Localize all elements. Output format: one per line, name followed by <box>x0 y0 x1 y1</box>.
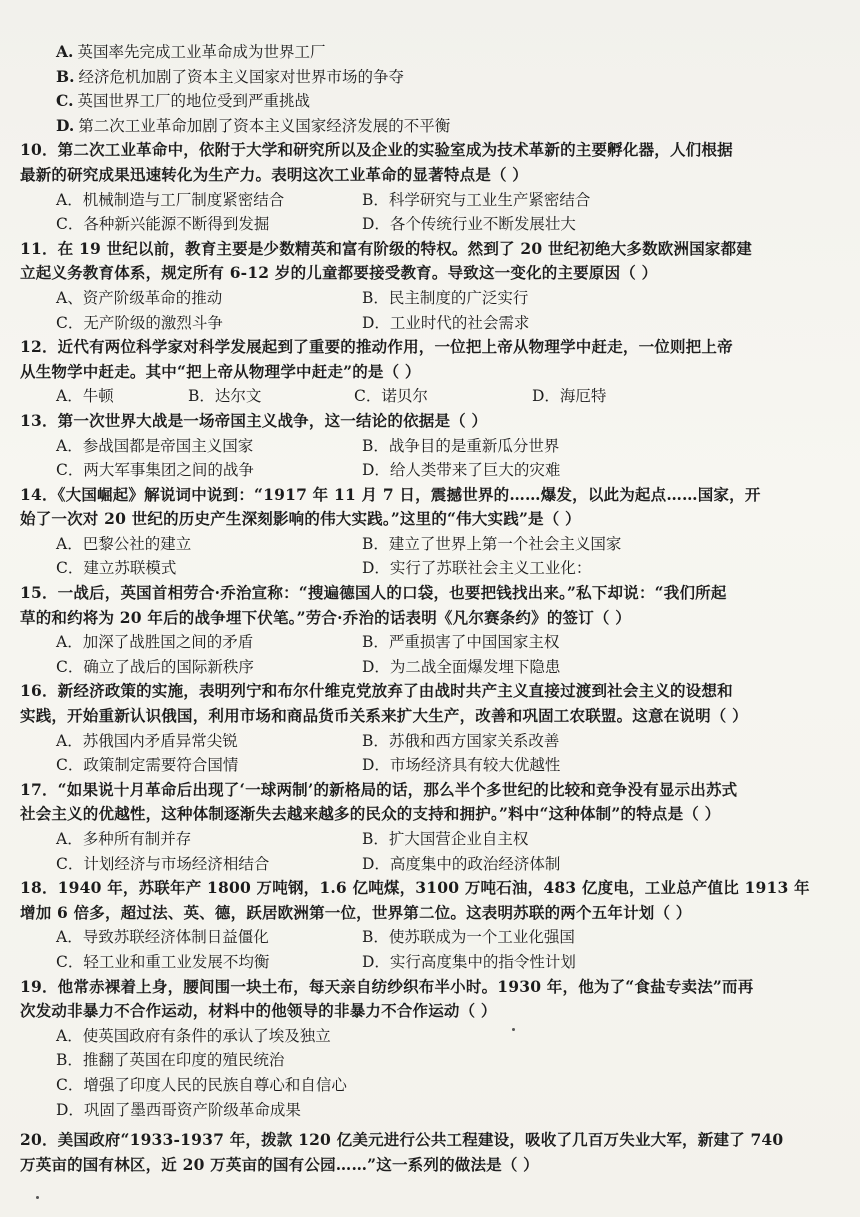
question-stem: 始了一次对 20 世纪的历史产生深刻影响的伟大实践。”这里的“伟大实践”是（ ） <box>20 509 581 529</box>
option-a: A．使英国政府有条件的承认了埃及独立 <box>56 1026 331 1045</box>
question-stem: 19．他常赤裸着上身，腰间围一块土布，每天亲自纺纱织布半小时。1930 年，他为了“食盐专卖法”而再 <box>20 976 754 996</box>
question-stem: 12．近代有两位科学家对科学发展起到了重要的推动作用，一位把上帝从物理学中赶走，一位则把上帝 <box>20 337 733 357</box>
option-a: A. 英国率先完成工业革命成为世界工厂 <box>56 42 326 61</box>
option-d: D．为二战全面爆发埋下隐患 <box>362 657 561 676</box>
option-b: B．战争目的是重新瓜分世界 <box>362 436 560 455</box>
question-stem: 实践，开始重新认识俄国，利用市场和商品货币关系来扩大生产，改善和巩固工农联盟。这意在说明（ ） <box>20 706 748 726</box>
question-stem: 次发动非暴力不合作运动，材料中的他领导的非暴力不合作运动（ ） <box>20 1001 497 1021</box>
option-c: C．确立了战后的国际新秩序 <box>56 657 254 676</box>
question-stem: 最新的研究成果迅速转化为生产力。表明这次工业革命的显著特点是（ ） <box>20 164 528 184</box>
question-stem: 社会主义的优越性，这种体制逐渐失去越来越多的民众的支持和拥护。”料中“这种体制”的特点是（ ） <box>20 804 721 824</box>
option-a: A．机械制造与工厂制度紧密结合 <box>56 190 285 209</box>
question-stem: 18．1940 年，苏联年产 1800 万吨钢，1.6 亿吨煤，3100 万吨石油，483 亿度电，工业总产值比 1913 年 <box>20 878 810 898</box>
option-d: D．各个传统行业不断发展壮大 <box>362 215 576 234</box>
question-12 <box>20 335 850 409</box>
question-stem: 20．美国政府“1933-1937 年，拨款 120 亿美元进行公共工程建设，吸收了几百万失业大军，新建了 740 <box>20 1130 784 1150</box>
option-c: C．诺贝尔 <box>354 387 428 406</box>
question-19 <box>20 975 850 1123</box>
option-d: D. 第二次工业革命加剧了资本主义国家经济发展的不平衡 <box>56 115 451 135</box>
option-c: C．轻工业和重工业发展不均衡 <box>56 952 270 971</box>
option-a: A．多种所有制并存 <box>56 830 192 848</box>
question-20 <box>20 1128 850 1177</box>
question-9-options <box>20 40 850 138</box>
option-c: C．两大军事集团之间的战争 <box>56 461 254 480</box>
question-stem: 17．“如果说十月革命后出现了‘一球两制’的新格局的话，那么半个多世纪的比较和竞争没有显示出苏式 <box>20 779 738 799</box>
option-c: C．各种新兴能源不断得到发掘 <box>56 215 270 234</box>
option-d: D．海厄特 <box>532 387 607 406</box>
question-stem: 立起义务教育体系，规定所有 6-12 岁的儿童都要接受教育。导致这一变化的主要原因（ ） <box>20 263 658 283</box>
question-stem: 14．《大国崛起》解说词中说到：“1917 年 11 月 7 日，震撼世界的……爆发，以此为起点……国家，开 <box>20 484 761 504</box>
question-stem: 15．一战后，英国首相劳合·乔治宣称：“搜遍德国人的口袋，也要把钱找出来。”私下却说：“我们所起 <box>20 583 727 603</box>
question-list <box>20 40 850 1177</box>
option-b: B．达尔文 <box>188 387 262 406</box>
option-c: C．政策制定需要符合国情 <box>56 756 239 775</box>
option-c: C．建立苏联模式 <box>56 559 177 578</box>
question-stem: 10．第二次工业革命中，依附于大学和研究所以及企业的实验室成为技术革新的主要孵化器，人们根据 <box>20 140 733 160</box>
question-stem: 11．在 19 世纪以前，教育主要是少数精英和富有阶级的特权。然到了 20 世纪初绝大多数欧洲国家都建 <box>20 238 752 258</box>
option-c: C．计划经济与市场经济相结合 <box>56 854 270 873</box>
option-b: B. 经济危机加剧了资本主义国家对世界市场的争夺 <box>56 66 405 86</box>
option-a: A．参战国都是帝国主义国家 <box>56 436 254 455</box>
option-c: C．无产阶级的激烈斗争 <box>56 313 223 332</box>
question-stem: 从生物学中赶走。其中“把上帝从物理学中赶走”的是（ ） <box>20 361 421 381</box>
option-d: D．高度集中的政治经济体制 <box>362 854 561 873</box>
option-a: A．牛顿 <box>56 387 114 406</box>
option-c: C．增强了印度人民的民族自尊心和自信心 <box>56 1075 347 1094</box>
option-b: B．民主制度的广泛实行 <box>362 288 529 307</box>
question-11 <box>20 237 850 335</box>
question-18 <box>20 876 850 974</box>
option-a: A．加深了战胜国之间的矛盾 <box>56 633 254 652</box>
option-d: D．实行高度集中的指令性计划 <box>362 952 576 971</box>
question-stem: 万英亩的国有林区，近 20 万英亩的国有公园……”这一系列的做法是（ ） <box>20 1154 539 1174</box>
option-b: B．建立了世界上第一个社会主义国家 <box>362 534 622 553</box>
option-c: C. 英国世界工厂的地位受到严重挑战 <box>56 91 310 111</box>
question-17 <box>20 778 850 876</box>
option-d: D．巩固了墨西哥资产阶级革命成果 <box>56 1100 301 1119</box>
question-stem: 16．新经济政策的实施，表明列宁和布尔什维克党放弃了由战时共产主义直接过渡到社会主义的设想和 <box>20 681 733 701</box>
option-a: A、资产阶级革命的推动 <box>56 288 223 307</box>
scan-speck <box>512 1028 515 1031</box>
option-d: D．实行了苏联社会主义工业化： <box>362 559 592 578</box>
question-stem: 13．第一次世界大战是一场帝国主义战争，这一结论的依据是（ ） <box>20 410 488 430</box>
option-a: A．苏俄国内矛盾异常尖锐 <box>56 731 238 750</box>
question-10 <box>20 138 850 236</box>
option-a: A．导致苏联经济体制日益僵化 <box>56 928 269 947</box>
question-stem: 草的和约将为 20 年后的战争埋下伏笔。”劳合·乔治的话表明《凡尔赛条约》的签订（ ） <box>20 607 631 627</box>
question-13 <box>20 409 850 483</box>
scan-speck <box>36 1196 39 1199</box>
question-16 <box>20 679 850 777</box>
option-b: B．推翻了英国在印度的殖民统治 <box>56 1051 285 1070</box>
option-d: D．市场经济具有较大优越性 <box>362 756 561 775</box>
option-b: B．扩大国营企业自主权 <box>362 830 529 848</box>
question-14 <box>20 483 850 581</box>
option-a: A．巴黎公社的建立 <box>56 534 192 553</box>
option-b: B．使苏联成为一个工业化强国 <box>362 928 575 947</box>
question-stem: 增加 6 倍多，超过法、英、德，跃居欧洲第一位，世界第二位。这表明苏联的两个五年计划（ ） <box>20 902 692 922</box>
question-15 <box>20 581 850 679</box>
option-b: B．科学研究与工业生产紧密结合 <box>362 190 591 209</box>
option-b: B．严重损害了中国国家主权 <box>362 633 560 652</box>
option-b: B．苏俄和西方国家关系改善 <box>362 731 560 750</box>
option-d: D．工业时代的社会需求 <box>362 313 530 332</box>
option-d: D．给人类带来了巨大的灾难 <box>362 461 561 480</box>
